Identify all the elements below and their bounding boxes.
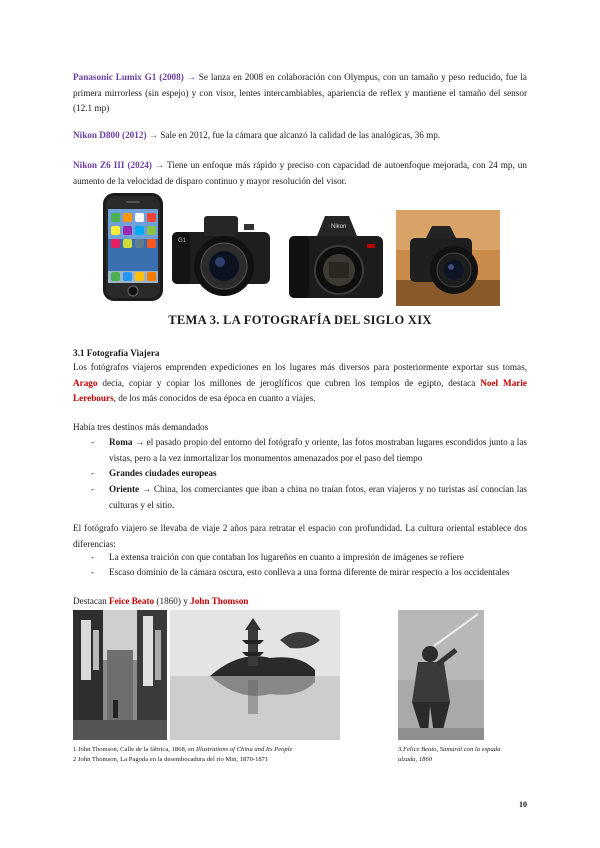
subsection-heading: 3.1 Fotografía Viajera <box>73 348 160 358</box>
destacan-a: Destacan <box>73 596 107 606</box>
nikon-z6-text: Tiene un enfoque más rápido y preciso con capacidad de autoenfoque mejorada, con 24 mp, un aumento de la velocidad de disparo continuo y mayor resolución del visor. <box>73 160 527 186</box>
thomson-name: John Thomson <box>190 596 249 606</box>
destinos-intro: Había tres destinos más demandados <box>73 422 209 432</box>
caption-1 <box>73 745 393 755</box>
p1-part-b: decía, copiar y copiar los millones de jeroglíficos que cubren los templos de egipto, destaca <box>102 377 476 388</box>
caption-1-b: Illustrations of China and Its People <box>195 746 293 753</box>
nikon-d800-paragraph <box>73 128 527 144</box>
samurai-photo <box>398 610 484 740</box>
list-dash: - <box>91 468 95 478</box>
list-item-diferencia-1: La extensa traición con que contaban los lugareños en cuanto a impresión de imágenes se refiere <box>109 552 464 562</box>
lumix-text: Se lanza en 2008 en colaboración con Olympus, con un tamaño y peso reducido, fue la primera mirrorless (sin espejo) y con visor, lentes intercambiables, apariencia de reflex y mantiene el tamaño del sensor (12.1 mp) <box>73 72 528 113</box>
svg-text:G1: G1 <box>178 238 187 244</box>
nikon-d800-text: Sale en 2012, fue la cámara que alcanzó la calidad de las analógicas, 36 mp. <box>160 130 441 140</box>
list-item-ciudades: Grandes ciudades europeas <box>109 468 217 478</box>
list-dash: - <box>91 567 95 577</box>
svg-text:Nikon: Nikon <box>331 224 347 230</box>
oriente-text: → China, los comerciantes que iban a china no traían fotos, eran viajeros y no turistas así conocían las culturas y el sitio. <box>109 484 528 510</box>
caption-3 <box>398 745 508 765</box>
roma-label: Roma <box>109 437 133 447</box>
caption-3-text: 3.Felice Beato, Samurái con la espada alzada, 1860 <box>398 746 501 763</box>
nikon-z6-arrow: → <box>154 160 165 170</box>
list-item-roma <box>109 435 527 466</box>
roma-text: → el pasado propio del entorno del fotógrafo y oriente, las fotos mostraban lugares escondidos junto a las vistas, pero a la vez inmortalizar los monumentos amenazados por el paso del tiempo <box>109 437 527 463</box>
nikon-d800-name: Nikon D800 (2012) <box>73 130 147 140</box>
lumix-camera-photo <box>170 210 272 302</box>
nikon-z6-name: Nikon Z6 III (2024) <box>73 160 152 170</box>
beato-name: Feice Beato <box>108 596 155 606</box>
list-item-oriente <box>109 482 527 513</box>
viaje-paragraph: El fotógrafo viajero se llevaba de viaje 2 años para retratar el espacio con profundidad. La cultura oriental establece dos diferencias: <box>73 523 527 549</box>
street-photo <box>73 610 167 740</box>
caption-2: 2 John Thomson, La Pagoda en la desembocadura del río Min, 1870-1871 <box>73 756 269 763</box>
p1-part-c: , de los más conocidos de esa época en cuanto a viajes. <box>113 393 316 403</box>
nikon-d800-photo <box>287 210 385 302</box>
noel-name: Noel Marie Lerebours <box>73 377 527 403</box>
caption-1-a: 1 John Thomson, Calle de la fábrica, 1868, en <box>73 746 195 753</box>
nikon-z6-paragraph <box>73 158 527 189</box>
lumix-arrow: → <box>186 72 196 82</box>
pagoda-photo <box>170 610 340 740</box>
nikon-d800-arrow: → <box>148 130 158 140</box>
lumix-paragraph <box>73 70 527 117</box>
p1-part-a: Los fotógrafos viajeros emprenden expediciones en los lugares más diversos para posteriormente exportar sus tomas, <box>73 362 527 372</box>
list-dash: - <box>91 552 95 562</box>
viajeros-paragraph <box>73 360 527 407</box>
list-dash: - <box>91 437 95 447</box>
page-number: 10 <box>519 800 527 809</box>
iphone-photo-icon <box>102 192 164 302</box>
arago-name: Arago <box>73 377 98 388</box>
oriente-label: Oriente <box>109 484 140 494</box>
section-title: TEMA 3. LA FOTOGRAFÍA DEL SIGLO XIX <box>168 313 432 327</box>
destacan-line <box>73 594 527 610</box>
nikon-z6-photo <box>396 210 500 306</box>
list-item-diferencia-2: Escaso dominio de la cámara oscura, esto conlleva a una forma diferente de mirar respecto a los occidentales <box>109 567 510 577</box>
list-dash: - <box>91 484 95 494</box>
destacan-b: (1860) y <box>156 596 188 606</box>
lumix-name: Panasonic Lumix G1 (2008) <box>73 72 184 82</box>
